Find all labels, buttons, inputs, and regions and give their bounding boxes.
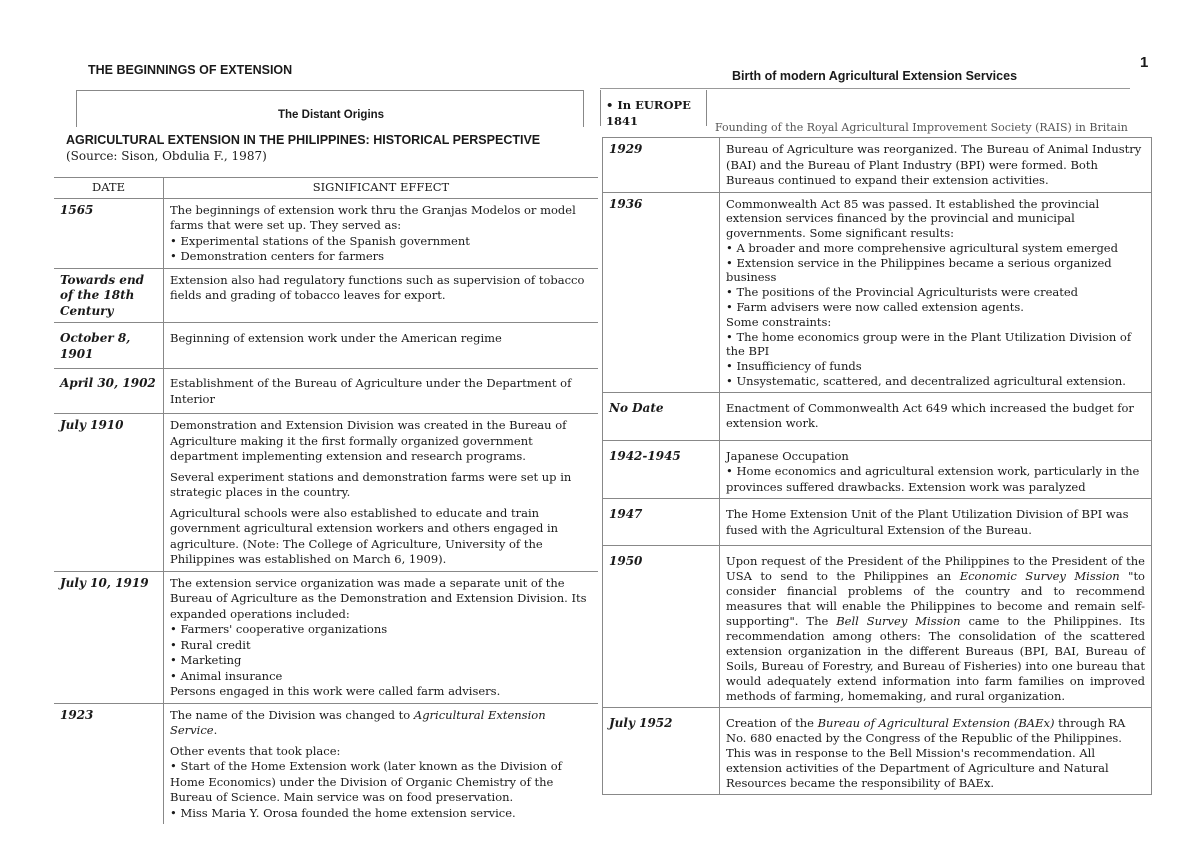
row-effect — [164, 703, 599, 824]
table-header-row — [54, 178, 598, 199]
row-date: 1950 — [603, 546, 720, 708]
row-date: Towards end of the 18th Century — [54, 268, 164, 323]
effect-line: • Extension service in the Philippines became a serious organized business — [726, 255, 1112, 285]
row-effect — [720, 546, 1152, 708]
effect-paragraph: Demonstration and Extension Division was created in the Bureau of Agriculture making it the first formally organized government department implementing extension and research programs. — [170, 418, 567, 463]
row-date: 1936 — [603, 192, 720, 392]
row-effect — [164, 414, 599, 572]
effect-emphasis: Bell Survey Mission — [836, 614, 961, 629]
effect-line: • Unsystematic, scattered, and decentralized agricultural extension. — [726, 374, 1126, 389]
effect-line: • Insufficiency of funds — [726, 359, 862, 374]
effect-line: Other events that took place: — [170, 743, 341, 758]
effect-line: Japanese Occupation — [726, 448, 849, 463]
effect-text: "to consider financial problems of the country and to recommend measures that will enable the Philippines to become and remain self-supporting". The — [726, 569, 1145, 629]
table-row — [603, 708, 1152, 795]
effect-line: Establishment of the Bureau of Agriculture under the Department of Interior — [170, 376, 572, 406]
row-date: 1947 — [603, 499, 720, 546]
effect-line — [170, 708, 592, 739]
section-header-right: Birth of modern Agricultural Extension Services — [732, 69, 1018, 83]
effect-line: Persons engaged in this work were called farm advisers. — [170, 684, 501, 698]
distant-origins-title: The Distant Origins — [278, 109, 385, 121]
europe-cut-text — [715, 119, 1128, 134]
effect-text: came to the Philippines. Its recommendation among others: The consolidation of the scattered extension organization in the different Bureaus (BPI, BAI, Bureau of Soils, Bureau of Forestry, and Bureau of Fisheries) into one bureau that would adequately extend information into farm families on improved methods of farming, homemaking, and rural organization. — [726, 614, 1145, 704]
table-row — [54, 414, 598, 572]
effect-line: Bureau of Agriculture was reorganized. The Bureau of Animal Industry (BAI) and the Bureau of Plant Industry (BPI) were formed. Both Bureaus continued to expand their extension activities. — [726, 142, 1142, 187]
row-effect — [164, 323, 599, 369]
effect-line: • The positions of the Provincial Agriculturists were created — [726, 285, 1079, 300]
effect-text: Creation of the — [726, 716, 818, 731]
effect-line: • Home economics and agricultural extension work, particularly in the provinces suffered drawbacks. Extension work was paralyzed — [726, 464, 1140, 494]
effect-line: The beginnings of extension work thru the Granjas Modelos or model farms that were set up. They served as: — [170, 202, 576, 232]
row-date: 1929 — [603, 138, 720, 193]
table-row — [603, 546, 1152, 708]
effect-line: Some constraints: — [726, 314, 832, 329]
effect-line: Enactment of Commonwealth Act 649 which increased the budget for extension work. — [726, 400, 1134, 431]
effect-emphasis: Bureau of Agricultural Extension (BAEx) — [817, 716, 1055, 731]
table-row — [54, 268, 598, 323]
row-effect — [720, 392, 1152, 440]
row-effect — [164, 268, 599, 323]
effect-line: • Start of the Home Extension work (later known as the Division of Home Economics) under the Division of Organic Chemistry of the Bureau of Science. Main service was on food preservation. — [170, 759, 562, 804]
effect-line: The extension service organization was made a separate unit of the Bureau of Agriculture as the Demonstration and Extension Division. Its expanded operations included: — [170, 575, 587, 621]
effect-text: . — [213, 723, 218, 737]
effect-line: • Demonstration centers for farmers — [170, 249, 385, 263]
effect-line: The Home Extension Unit of the Plant Utilization Division of BPI was fused with the Agricultural Extension of the Bureau. — [726, 507, 1129, 537]
table-row — [54, 369, 598, 414]
effect-line: • A broader and more comprehensive agricultural system emerged — [726, 240, 1118, 255]
effect-paragraph: Several experiment stations and demonstration farms were set up in strategic places in the country. — [170, 469, 572, 499]
effect-column-header: SIGNIFICANT EFFECT — [312, 180, 450, 194]
table-row — [603, 192, 1152, 392]
table-row — [603, 138, 1152, 193]
europe-label-text: In EUROPE — [617, 98, 691, 112]
row-date: April 30, 1902 — [54, 369, 164, 414]
row-effect — [720, 138, 1152, 193]
row-date: July 1910 — [54, 414, 164, 572]
row-effect — [720, 440, 1152, 499]
row-effect — [720, 708, 1152, 795]
effect-line: • Marketing — [170, 653, 242, 667]
row-date: 1565 — [54, 198, 164, 268]
effect-line: • Animal insurance — [170, 668, 283, 683]
effect-text: Upon request of the President of the Philippines to the President of the USA to send to the Philippines an — [726, 554, 1145, 584]
effect-line: • Experimental stations of the Spanish government — [170, 233, 470, 248]
row-effect — [164, 198, 599, 268]
effect-line: Commonwealth Act 85 was passed. It established the provincial extension services financed by the provincial and municipal governments. Some significant results: — [726, 196, 1100, 241]
effect-line: • Miss Maria Y. Orosa founded the home extension service. — [170, 805, 516, 820]
effect-line: • The home economics group were in the Plant Utilization Division of the BPI — [726, 329, 1132, 359]
effect-text: through RA No. 680 enacted by the Congress of the Republic of the Philippines. This was in response to the Bell Mission's recommendation. All extension activities of the Department of Agriculture and Natural Resources became the responsibility of BAEx. — [726, 716, 1126, 791]
effect-text: The name of the Division was changed to — [170, 707, 414, 722]
effect-emphasis: Economic Survey Mission — [959, 569, 1120, 584]
effect-line: Extension also had regulatory functions such as supervision of tobacco fields and grading of tobacco leaves for export. — [170, 272, 585, 302]
table-row — [54, 703, 598, 824]
row-date: No Date — [603, 392, 720, 440]
section-header-left: THE BEGINNINGS OF EXTENSION — [88, 63, 293, 77]
effect-emphasis: Agricultural Extension Service — [170, 707, 546, 737]
table-row — [54, 323, 598, 369]
row-date: July 1952 — [603, 708, 720, 795]
table-row — [603, 499, 1152, 546]
europe-cut-text-inner: Founding of the Royal Agricultural Improvement Society (RAIS) in Britain — [715, 121, 1128, 134]
row-date: July 10, 1919 — [54, 571, 164, 703]
row-effect — [164, 369, 599, 414]
row-date: October 8, 1901 — [54, 323, 164, 369]
effect-line: • Rural credit — [170, 637, 251, 652]
row-date: 1942-1945 — [603, 440, 720, 499]
row-date: 1923 — [54, 703, 164, 824]
document-title: AGRICULTURAL EXTENSION IN THE PHILIPPINES: HISTORICAL PERSPECTIVE — [66, 133, 541, 147]
table-row — [603, 440, 1152, 499]
europe-label: • In EUROPE — [606, 98, 691, 112]
date-column-header: DATE — [54, 178, 164, 199]
effect-line: Beginning of extension work under the American regime — [170, 331, 502, 345]
page-number: 1 — [1140, 54, 1149, 71]
row-effect — [164, 571, 599, 703]
row-effect — [720, 499, 1152, 546]
table-row — [54, 571, 598, 703]
header-divider — [600, 88, 1130, 89]
row-effect — [720, 192, 1152, 392]
left-timeline-table — [54, 177, 598, 824]
table-row — [603, 392, 1152, 440]
document-source: (Source: Sison, Obdulia F., 1987) — [66, 149, 267, 163]
effect-line: • Farm advisers were now called extension agents. — [726, 300, 1024, 315]
europe-year: 1841 — [606, 114, 639, 128]
table-row — [54, 198, 598, 268]
effect-paragraph: Agricultural schools were also established to educate and train government agricultural extension workers and others engaged in agriculture. (Note: The College of Agriculture, University of the Philippines was established on March 6, 1909). — [170, 505, 559, 566]
effect-line: • Farmers' cooperative organizations — [170, 622, 388, 636]
right-timeline-table — [602, 137, 1152, 795]
